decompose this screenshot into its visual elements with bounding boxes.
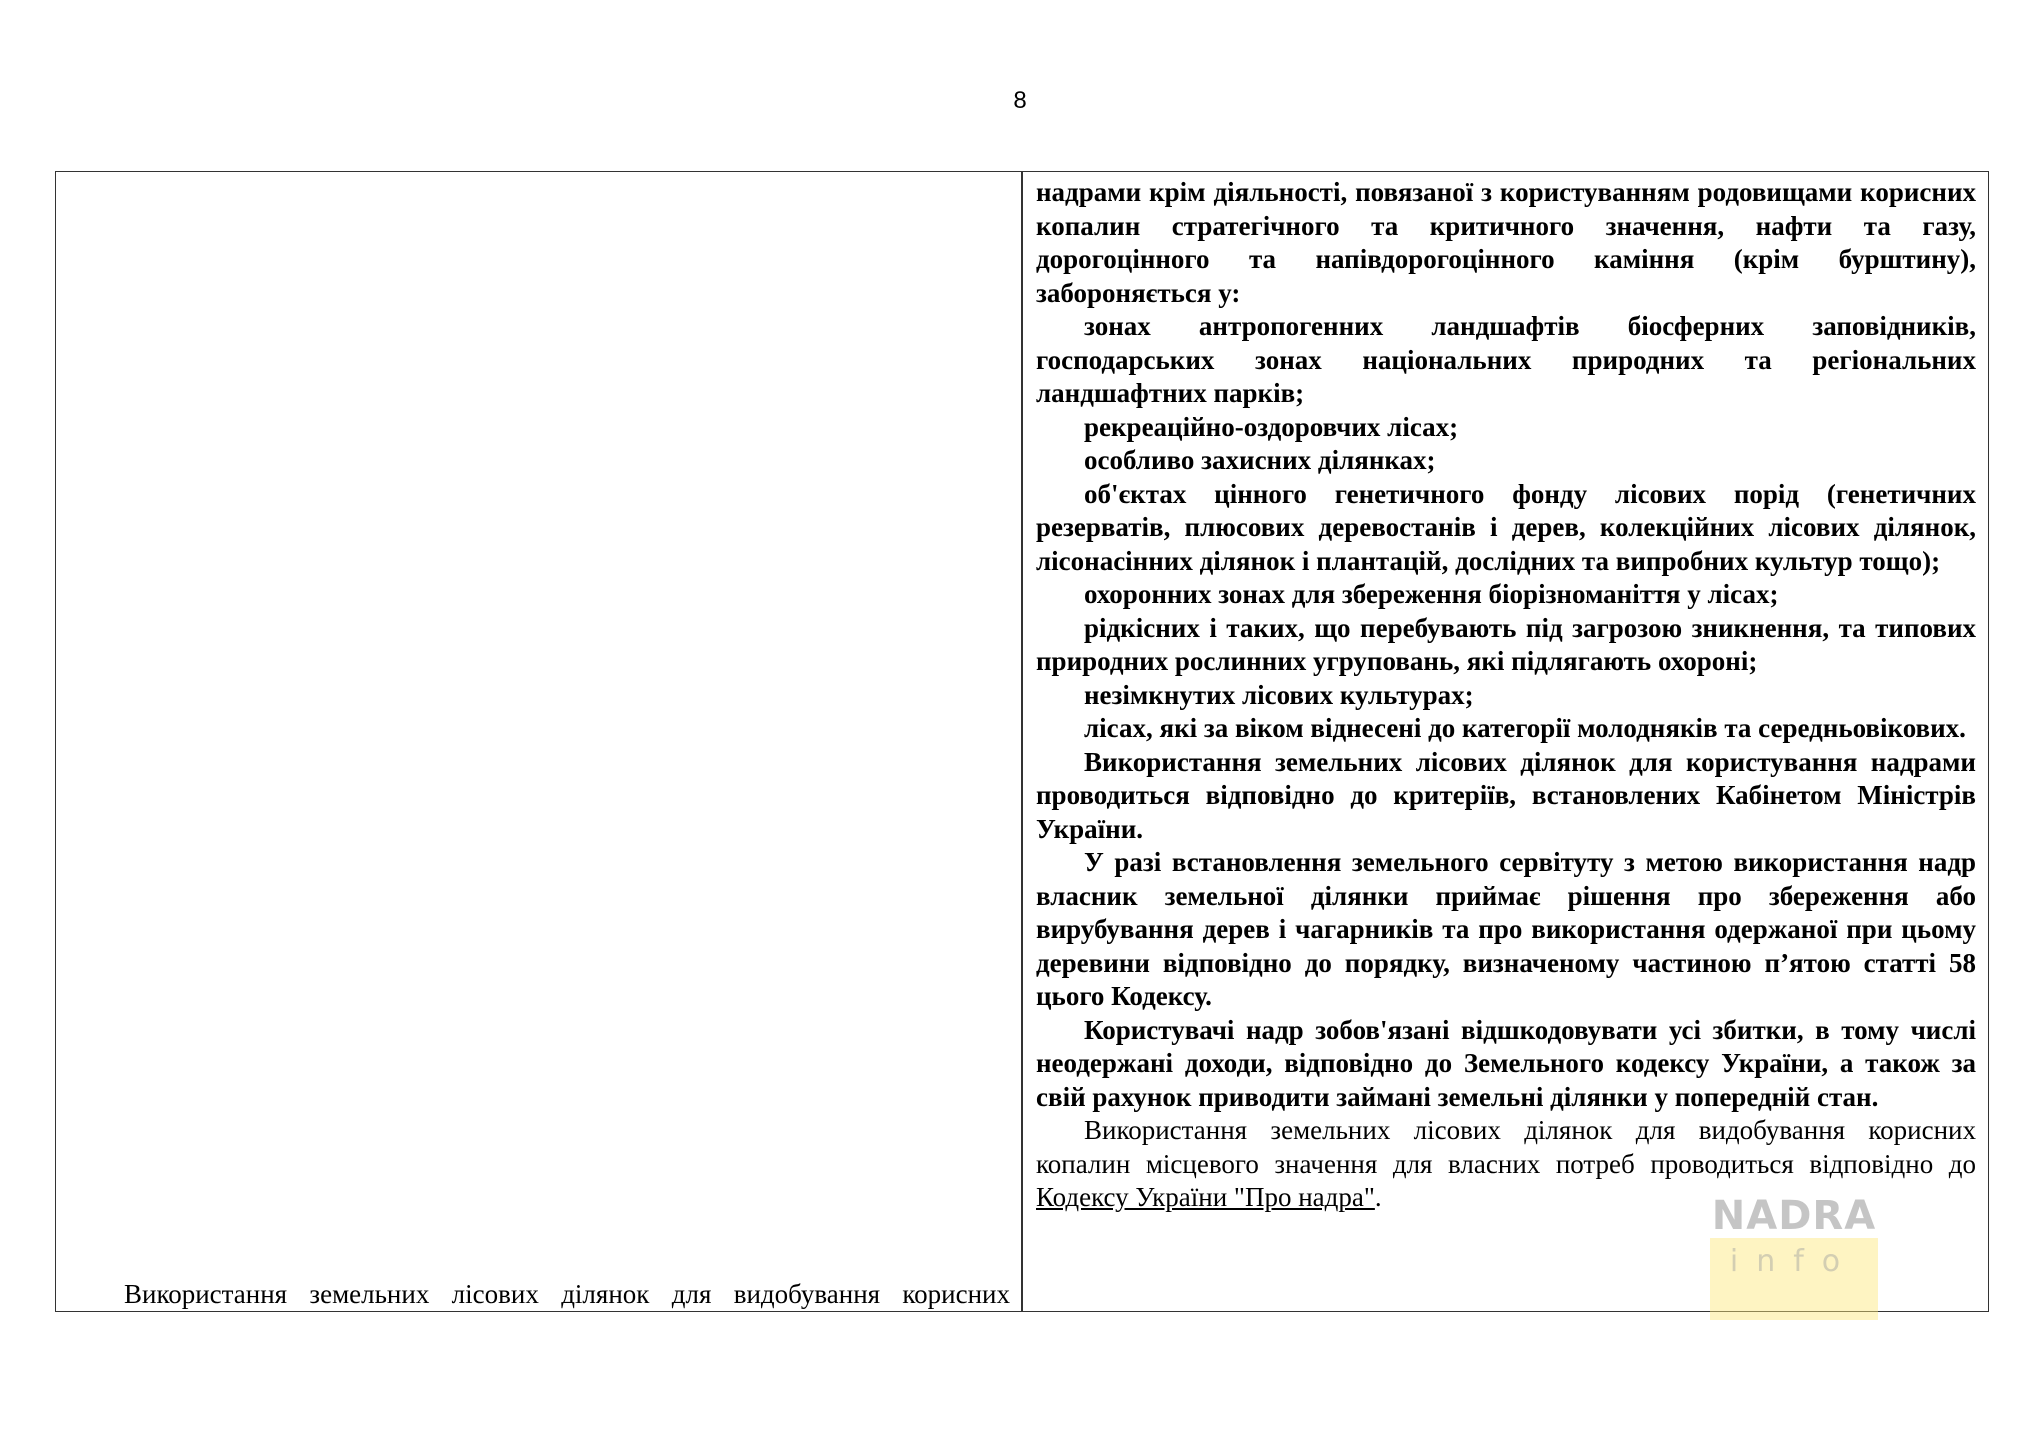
paragraph: лісах, які за віком віднесені до категорії молодняків та середньовікових. <box>1084 713 1966 743</box>
comparison-table <box>55 171 1989 1312</box>
paragraph: незімкнутих лісових культурах; <box>1084 679 1474 710</box>
paragraph: рекреаційно-оздоровчих лісах; <box>1084 411 1459 442</box>
last-paragraph-end: . <box>1374 1182 1382 1212</box>
paragraph: зонах антропогенних ландшафтів біосферних заповідників, господарських зонах національних природних та регіональних ландшафтних парків; <box>1036 311 1976 408</box>
watermark-logo-text: NADRA <box>1711 1193 1877 1239</box>
last-paragraph <box>1036 1114 1976 1215</box>
paragraph: У разі встановлення земельного сервітуту з метою використання надр власник земельної ділянки приймає рішення про збереження або вирубування дерев і чагарників та про використання одержаної при цьому деревини відповідно до порядку, визначеному частиною п’ятою статті 58 цього Кодексу. <box>1036 847 1976 1011</box>
code-link[interactable]: Кодексу України "Про надра" <box>1036 1182 1375 1212</box>
page-number: 8 <box>1013 87 1027 114</box>
paragraph: особливо захисних ділянках; <box>1084 445 1436 475</box>
paragraph: Користувачі надр зобов'язані відшкодовувати усі збитки, в тому числі неодержані доходи, відповідно до Земельного кодексу України, а також за свій рахунок приводити займані земельні ділянки у попередній стан. <box>1036 1014 1976 1112</box>
last-paragraph-text: Використання земельних лісових ділянок для видобування корисних копалин місцевого значення для власних потреб проводиться відповідно до <box>1036 1115 1976 1179</box>
left-column-text: Використання земельних лісових ділянок для видобування корисних <box>124 1279 1010 1309</box>
right-column-cell <box>1036 176 1976 1215</box>
paragraph: надрами крім діяльності, повязаної з користуванням родовищами корисних копалин стратегічного та критичного значення, нафти та газу, дорогоцінного та напівдорогоцінного каміння (крім бурштину), забороняється у: <box>1036 177 1976 308</box>
column-divider <box>1021 172 1023 1311</box>
paragraph: охоронних зонах для збереження біорізноманіття у лісах; <box>1084 579 1779 609</box>
paragraph: Використання земельних лісових ділянок для користування надрами проводиться відповідно до критеріїв, встановлених Кабінетом Міністрів України. <box>1036 746 1976 844</box>
paragraph: рідкісних і таких, що перебувають під загрозою зникнення, та типових природних рослинних угруповань, які підлягають охороні; <box>1036 612 1976 676</box>
left-column-cell <box>68 1277 1010 1311</box>
watermark-sub-text: info <box>1729 1244 1859 1279</box>
paragraph: об'єктах цінного генетичного фонду лісових порід (генетичних резерватів, плюсових деревостанів і дерев, колекційних лісових ділянок, лісонасінних ділянок і плантацій, дослідних та випробних культур тощо); <box>1036 478 1976 576</box>
